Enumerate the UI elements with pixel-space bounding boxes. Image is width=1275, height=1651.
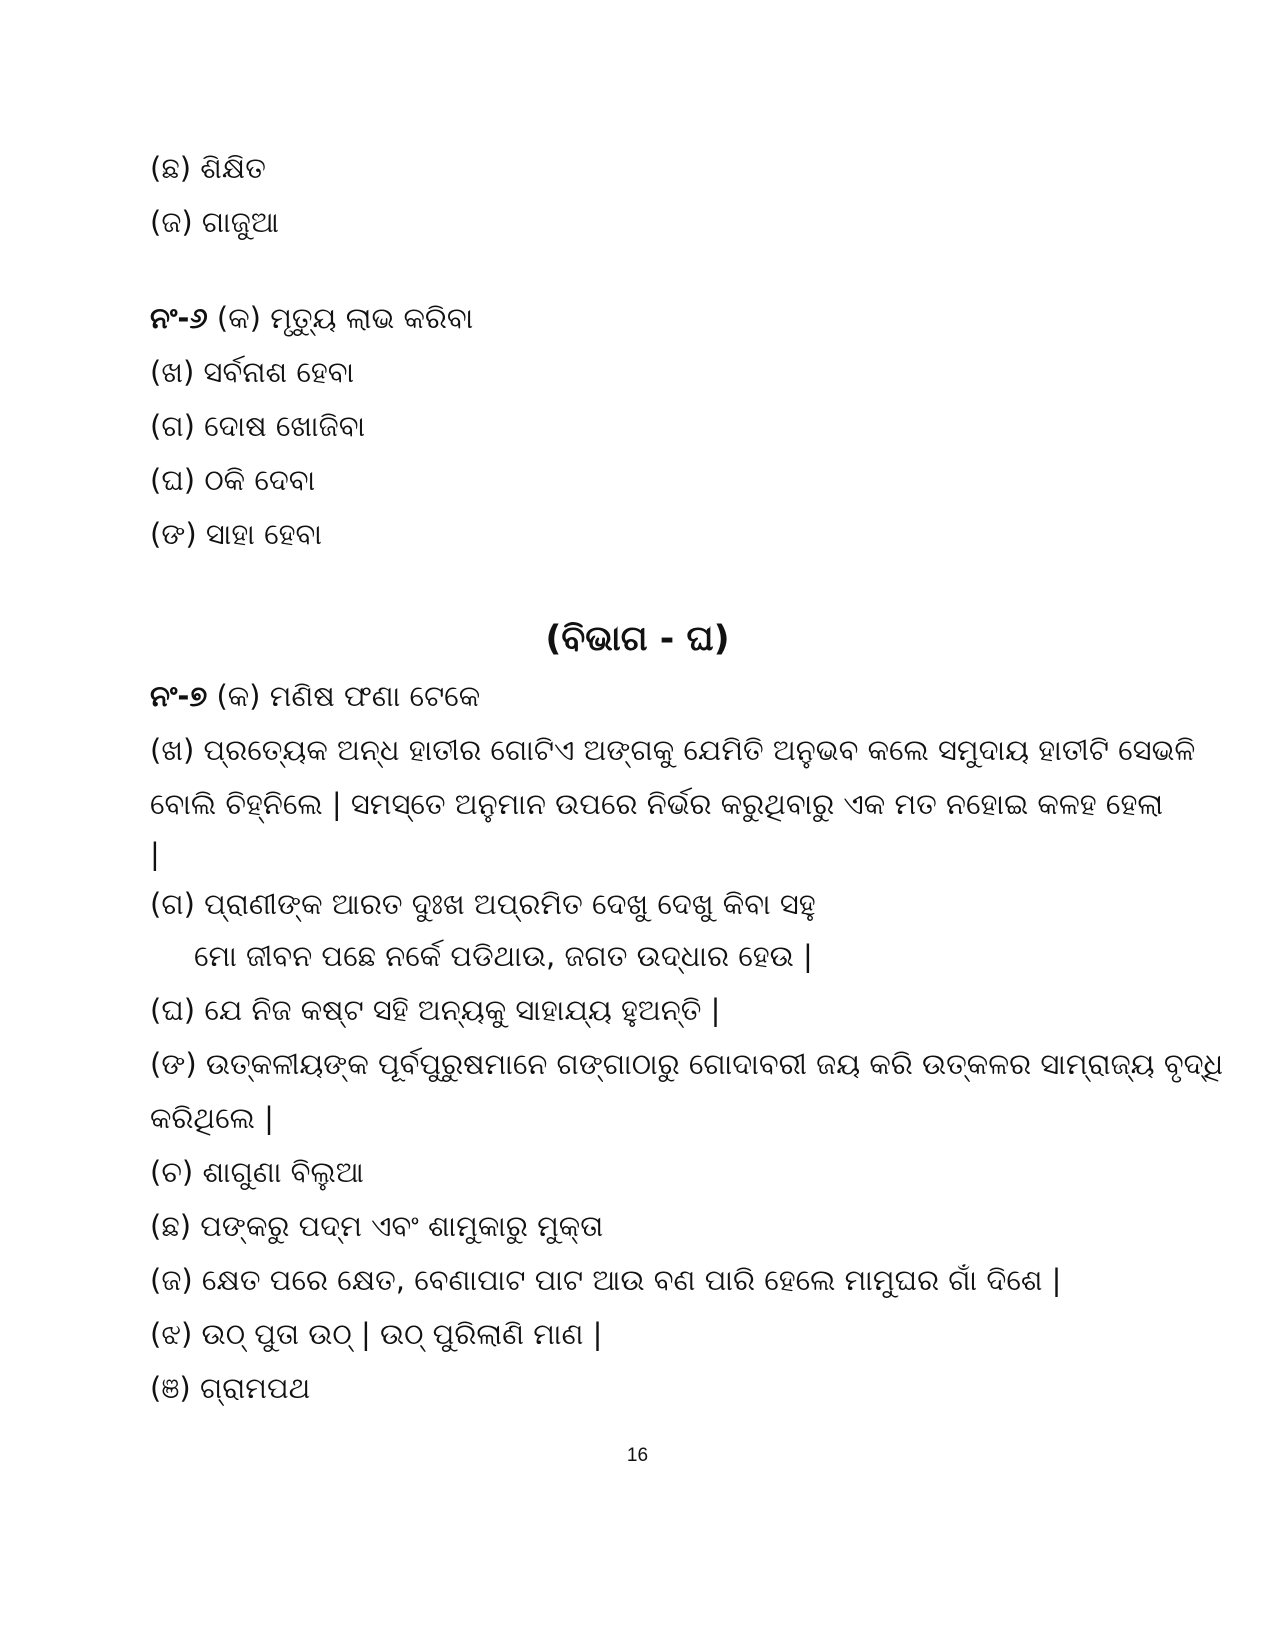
item-text: ଶିକ୍ଷିତ	[200, 151, 266, 185]
item-text: କ୍ଷେତ ପରେ କ୍ଷେତ, ବେଣାପାଟ ପାଟ ଆଉ ବଣ ପାରି ହେଲେ ମାମୁଘର ଗାଁ ଦିଶେ |	[201, 1263, 1062, 1297]
answer-continuation: କରିଥିଲେ |	[150, 1101, 274, 1135]
item-text: ଶାଗୁଣା ବିଲୁଆ	[202, 1155, 364, 1189]
answer-line	[150, 202, 279, 242]
answer-line	[150, 1314, 602, 1354]
item-label: (ଗ)	[150, 409, 195, 443]
item-label: (ଙ)	[150, 1047, 197, 1081]
page-number: 16	[626, 1445, 649, 1466]
item-text: ଯେ ନିଜ କଷ୍ଟ ସହି ଅନ୍ୟକୁ ସାହାଯ୍ୟ ହୁଅନ୍ତି |	[204, 993, 721, 1027]
item-text: ମୃତ୍ୟୁ ଲାଭ କରିବା	[270, 301, 474, 335]
answer-line	[150, 148, 266, 188]
answer-line	[150, 514, 322, 554]
answer-line	[150, 352, 354, 392]
answer-line	[150, 1152, 364, 1192]
question-6-line	[150, 298, 473, 338]
answer-line	[150, 990, 720, 1030]
item-text: ପଙ୍କରୁ ପଦ୍ମ ଏବଂ ଶାମୁକାରୁ ମୁକ୍ତା	[200, 1209, 604, 1243]
answer-continuation: ବୋଲି ଚିହ୍ନିଲେ | ସମସ୍ତେ ଅନୁମାନ ଉପରେ ନିର୍ଭର କରୁଥିବାରୁ ଏକ ମତ ନହୋଇ କଳହ ହେଲା	[150, 787, 1164, 821]
item-label: (ଛ)	[150, 1209, 192, 1243]
answer-line	[150, 884, 816, 924]
item-label: (ଘ)	[150, 993, 196, 1027]
item-label: (ଛ)	[150, 151, 192, 185]
answer-line	[150, 460, 315, 500]
item-label: (ଖ)	[150, 733, 195, 767]
item-text: ମଣିଷ ଫଣା ଟେକେ	[269, 679, 481, 713]
item-label: (ଜ)	[150, 1263, 193, 1297]
item-label: (ଖ)	[150, 355, 195, 389]
item-text: ପ୍ରାଣୀଙ୍କ ଆରତ ଦୁଃଖ ଅପ୍ରମିତ ଦେଖୁ ଦେଖୁ କିବା ସହୁ	[204, 887, 816, 921]
item-text: ପ୍ରତ୍ୟେକ ଅନ୍ଧ ହାତୀର ଗୋଟିଏ ଅଙ୍ଗକୁ ଯେମିତି ଅନୁଭବ କଲେ ସମୁଦାୟ ହାତୀଟି ସେଭଳି	[203, 733, 1196, 767]
item-label: (କ)	[216, 679, 261, 713]
question-7-line	[150, 676, 480, 716]
section-heading: (ବିଭାଗ - ଘ)	[545, 619, 730, 659]
question-number: ନଂ-୭	[150, 679, 208, 713]
item-text: ଗାଜୁଆ	[201, 205, 279, 239]
item-label: (ଞ)	[150, 1371, 191, 1405]
answer-line	[150, 406, 365, 446]
answer-line	[150, 1368, 310, 1408]
item-label: (ଜ)	[150, 205, 193, 239]
item-text: ଉତ୍କଳୀୟଙ୍କ ପୂର୍ବପୁରୁଷମାନେ ଗଙ୍ଗାଠାରୁ ଗୋଦାବରୀ ଜୟ କରି ଉତ୍କଳର ସାମ୍ରାଜ୍ୟ ବୃଦ୍ଧି	[205, 1047, 1224, 1081]
item-text: ଦୋଷ ଖୋଜିବା	[204, 409, 366, 443]
item-label: (କ)	[216, 301, 261, 335]
item-label: (ଗ)	[150, 887, 195, 921]
item-label: (ଙ)	[150, 517, 197, 551]
item-text: ଉଠ୍ ପୁତା ଉଠ୍ | ଉଠ୍ ପୁରିଲାଣି ମାଣ |	[201, 1317, 603, 1351]
item-text: ସର୍ବନାଶ ହେବା	[203, 355, 355, 389]
item-text: ସାହା ହେବା	[205, 517, 322, 551]
answer-line	[150, 1044, 1223, 1084]
item-text: ଗ୍ରାମପଥ	[199, 1371, 311, 1405]
answer-line	[150, 1206, 603, 1246]
item-text: ଠକି ଦେବା	[204, 463, 316, 497]
poem-line: ମୋ ଜୀବନ ପଛେ ନର୍କେ ପଡିଥାଉ, ଜଗତ ଉଦ୍ଧାର ହେଉ |	[194, 939, 813, 973]
answer-line	[150, 730, 1195, 770]
answer-line	[150, 1260, 1061, 1300]
item-label: (ଘ)	[150, 463, 196, 497]
item-label: (ଚ)	[150, 1155, 194, 1189]
answer-continuation: |	[150, 837, 160, 871]
question-number: ନଂ-୬	[150, 301, 208, 335]
item-label: (ଝ)	[150, 1317, 193, 1351]
